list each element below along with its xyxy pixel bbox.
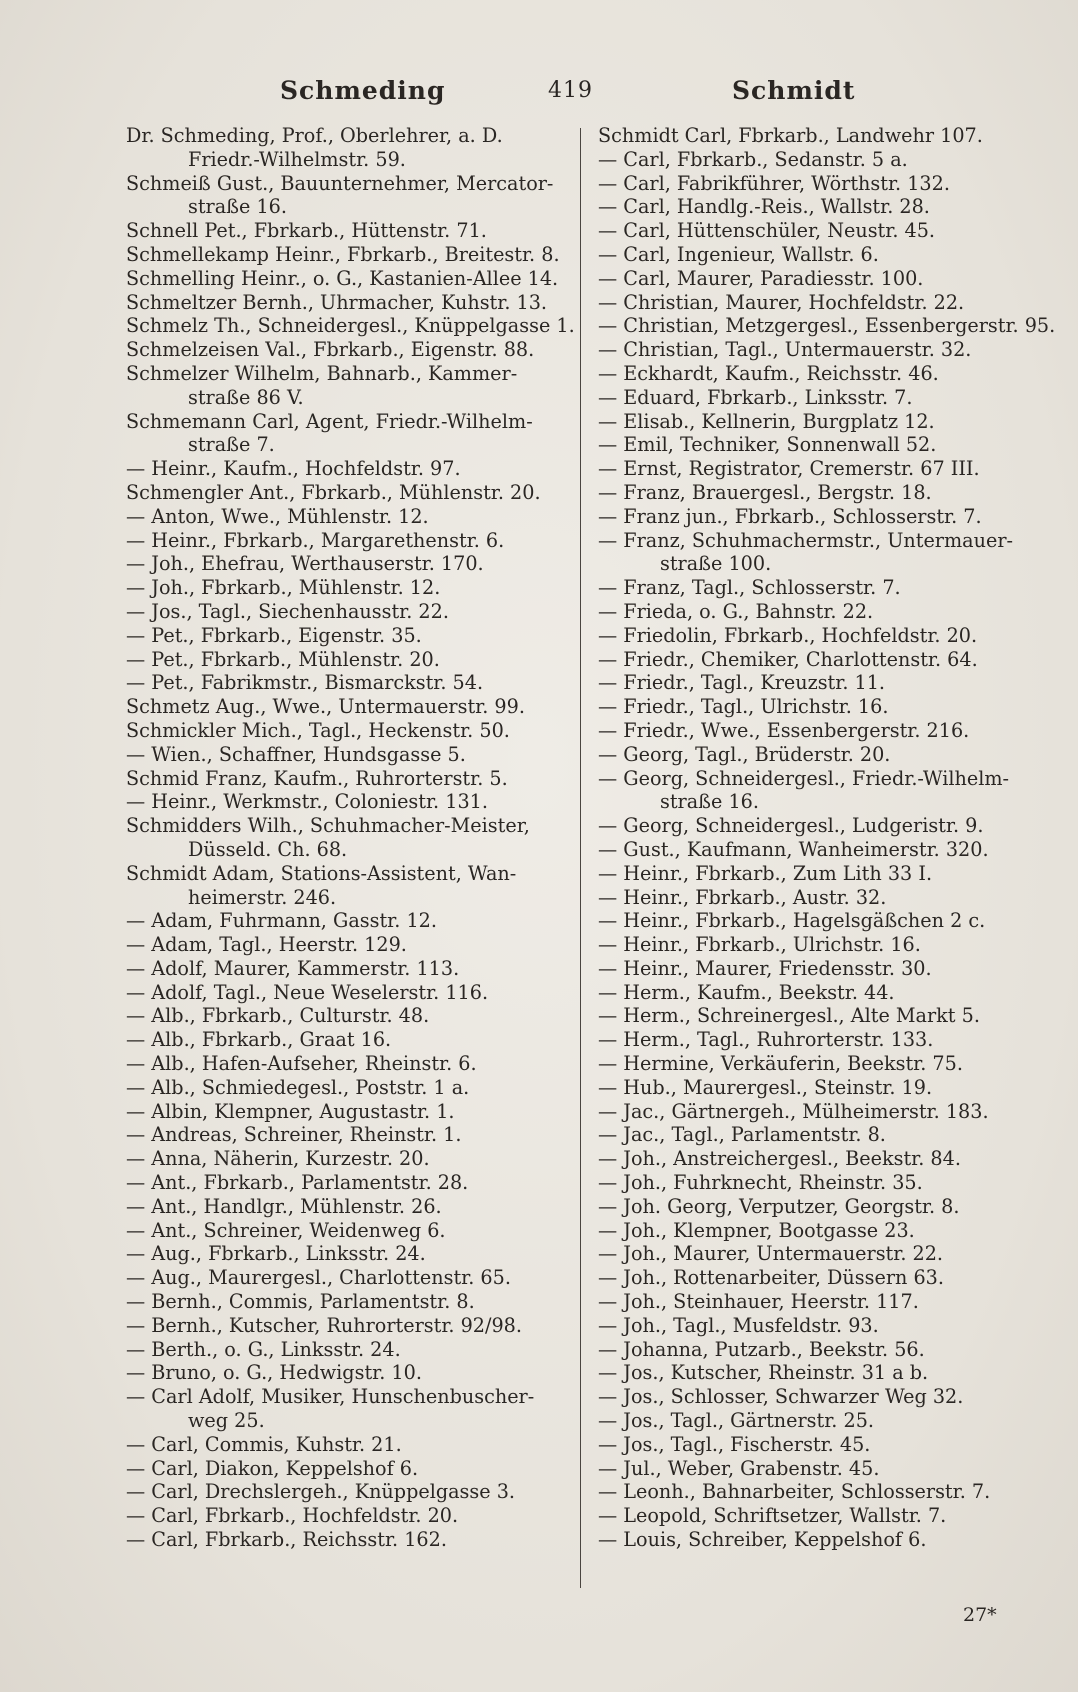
entry-sub: — Joh., Tagl., Musfeldstr. 93. bbox=[598, 1313, 879, 1337]
entry-surname: Schmelzer Wilhelm, Bahnarb., Kammer- bbox=[126, 361, 518, 385]
entry-continuation: heimerstr. 246. bbox=[188, 885, 337, 909]
entry-surname: Schmeiß Gust., Bauunternehmer, Mercator- bbox=[126, 171, 554, 195]
entry-sub: — Pet., Fbrkarb., Mühlenstr. 20. bbox=[126, 647, 440, 671]
entry-sub: — Alb., Fbrkarb., Culturstr. 48. bbox=[126, 1004, 430, 1028]
entry-sub: — Franz jun., Fbrkarb., Schlosserstr. 7. bbox=[598, 504, 982, 528]
entry-sub: — Carl Adolf, Musiker, Hunschenbuscher- bbox=[126, 1385, 535, 1409]
entry-sub: — Heinr., Maurer, Friedensstr. 30. bbox=[598, 956, 932, 980]
entry-sub: — Adam, Fuhrmann, Gasstr. 12. bbox=[126, 909, 437, 933]
entry-sub: — Joh., Steinhauer, Heerstr. 117. bbox=[598, 1290, 919, 1314]
entry-sub: — Ant., Schreiner, Weidenweg 6. bbox=[126, 1218, 446, 1242]
entry-sub: — Friedolin, Fbrkarb., Hochfeldstr. 20. bbox=[598, 623, 978, 647]
entry-sub: — Joh., Klempner, Bootgasse 23. bbox=[598, 1218, 915, 1242]
entry-sub: — Heinr., Fbrkarb., Austr. 32. bbox=[598, 885, 887, 909]
entry-sub: — Adolf, Maurer, Kammerstr. 113. bbox=[126, 956, 460, 980]
entry-sub: — Ernst, Registrator, Cremerstr. 67 III. bbox=[598, 457, 980, 481]
signature-mark: 27* bbox=[963, 1604, 997, 1626]
entry-sub: — Heinr., Werkmstr., Coloniestr. 131. bbox=[126, 790, 488, 814]
entry-continuation: Düsseld. Ch. 68. bbox=[188, 837, 348, 861]
entry-sub: — Anna, Näherin, Kurzestr. 20. bbox=[126, 1147, 430, 1171]
entry-surname: Dr. Schmeding, Prof., Oberlehrer, a. D. bbox=[126, 124, 503, 147]
entry-sub: — Pet., Fabrikmstr., Bismarckstr. 54. bbox=[126, 671, 484, 695]
entry-sub: — Joh., Ehefrau, Werthauserstr. 170. bbox=[126, 552, 484, 576]
entry-sub: — Ant., Handlgr., Mühlenstr. 26. bbox=[126, 1194, 442, 1218]
entry-sub: — Hermine, Verkäuferin, Beekstr. 75. bbox=[598, 1052, 963, 1076]
entry-sub: — Berth., o. G., Linksstr. 24. bbox=[126, 1337, 401, 1361]
entry-sub: — Georg, Schneidergesl., Friedr.-Wilhelm- bbox=[598, 766, 1010, 790]
entry-sub: — Albin, Klempner, Augustastr. 1. bbox=[126, 1099, 455, 1123]
entry-surname: Schmid Franz, Kaufm., Ruhrorterstr. 5. bbox=[126, 766, 508, 790]
entry-surname: Schmickler Mich., Tagl., Heckenstr. 50. bbox=[126, 718, 510, 742]
entry-surname: Schmemann Carl, Agent, Friedr.-Wilhelm- bbox=[126, 409, 533, 433]
entry-sub: — Jac., Gärtnergeh., Mülheimerstr. 183. bbox=[598, 1099, 989, 1123]
entry-sub: — Carl, Diakon, Keppelshof 6. bbox=[126, 1456, 419, 1480]
entry-sub: — Gust., Kaufmann, Wanheimerstr. 320. bbox=[598, 837, 989, 861]
entry-sub: — Jos., Tagl., Siechenhausstr. 22. bbox=[126, 599, 449, 623]
entry-surname: Schmeltzer Bernh., Uhrmacher, Kuhstr. 13. bbox=[126, 290, 548, 314]
entry-sub: — Herm., Tagl., Ruhrorterstr. 133. bbox=[598, 1028, 934, 1052]
header-right-catchword: Schmidt bbox=[732, 76, 856, 105]
entry-sub: — Carl, Handlg.-Reis., Wallstr. 28. bbox=[598, 195, 930, 219]
entry-sub: — Alb., Hafen-Aufseher, Rheinstr. 6. bbox=[126, 1052, 477, 1076]
entry-sub: — Franz, Tagl., Schlosserstr. 7. bbox=[598, 576, 901, 600]
entry-sub: — Carl, Maurer, Paradiesstr. 100. bbox=[598, 266, 924, 290]
entry-sub: — Georg, Schneidergesl., Ludgeristr. 9. bbox=[598, 814, 984, 838]
entry-sub: — Leopold, Schriftsetzer, Wallstr. 7. bbox=[598, 1504, 947, 1528]
entry-sub: — Jos., Tagl., Fischerstr. 45. bbox=[598, 1432, 871, 1456]
entry-surname: Schmelling Heinr., o. G., Kastanien-Allee 14. bbox=[126, 266, 559, 290]
entry-sub: — Heinr., Kaufm., Hochfeldstr. 97. bbox=[126, 457, 461, 481]
entry-sub: — Franz, Brauergesl., Bergstr. 18. bbox=[598, 480, 932, 504]
entry-sub: — Adam, Tagl., Heerstr. 129. bbox=[126, 933, 407, 957]
entry-surname: Schmelzeisen Val., Fbrkarb., Eigenstr. 88. bbox=[126, 338, 535, 362]
entry-sub: — Friedr., Wwe., Essenbergerstr. 216. bbox=[598, 718, 970, 742]
entry-continuation: straße 16. bbox=[188, 195, 287, 219]
entry-sub: — Joh., Anstreichergesl., Beekstr. 84. bbox=[598, 1147, 961, 1171]
entry-sub: — Frieda, o. G., Bahnstr. 22. bbox=[598, 599, 874, 623]
entry-sub: — Adolf, Tagl., Neue Weselerstr. 116. bbox=[126, 980, 489, 1004]
entry-sub: — Carl, Drechslergeh., Knüppelgasse 3. bbox=[126, 1480, 516, 1504]
entry-sub: — Elisab., Kellnerin, Burgplatz 12. bbox=[598, 409, 935, 433]
entry-sub: — Joh. Georg, Verputzer, Georgstr. 8. bbox=[598, 1194, 960, 1218]
entry-sub: — Heinr., Fbrkarb., Hagelsgäßchen 2 c. bbox=[598, 909, 986, 933]
entry-sub: — Heinr., Fbrkarb., Ulrichstr. 16. bbox=[598, 933, 921, 957]
left-column bbox=[126, 124, 576, 1552]
entry-sub: — Heinr., Fbrkarb., Margarethenstr. 6. bbox=[126, 528, 505, 552]
entry-sub: — Christian, Tagl., Untermauerstr. 32. bbox=[598, 338, 972, 362]
entry-sub: — Carl, Fbrkarb., Reichsstr. 162. bbox=[126, 1528, 447, 1552]
entry-sub: — Hub., Maurergesl., Steinstr. 19. bbox=[598, 1075, 933, 1099]
entry-sub: — Eckhardt, Kaufm., Reichsstr. 46. bbox=[598, 361, 939, 385]
page-number: 419 bbox=[548, 78, 593, 103]
entry-surname: Schmidt Carl, Fbrkarb., Landwehr 107. bbox=[598, 124, 983, 147]
entry-sub: — Heinr., Fbrkarb., Zum Lith 33 I. bbox=[598, 861, 933, 885]
entry-sub: — Christian, Metzgergesl., Essenbergerstr. 95. bbox=[598, 314, 1056, 338]
entry-sub: — Andreas, Schreiner, Rheinstr. 1. bbox=[126, 1123, 462, 1147]
entry-sub: — Friedr., Tagl., Ulrichstr. 16. bbox=[598, 695, 889, 719]
right-column bbox=[598, 124, 1056, 1552]
entry-sub: — Georg, Tagl., Brüderstr. 20. bbox=[598, 742, 891, 766]
entry-sub: — Joh., Fuhrknecht, Rheinstr. 35. bbox=[598, 1171, 923, 1195]
entry-sub: — Wien., Schaffner, Hundsgasse 5. bbox=[126, 742, 466, 766]
entry-surname: Schmidt Adam, Stations-Assistent, Wan- bbox=[126, 861, 517, 885]
entry-sub: — Jos., Tagl., Gärtnerstr. 25. bbox=[598, 1409, 875, 1433]
entry-sub: — Jos., Kutscher, Rheinstr. 31 a b. bbox=[598, 1361, 929, 1385]
entry-continuation: straße 7. bbox=[188, 433, 275, 457]
entry-sub: — Christian, Maurer, Hochfeldstr. 22. bbox=[598, 290, 965, 314]
entry-sub: — Joh., Fbrkarb., Mühlenstr. 12. bbox=[126, 576, 441, 600]
entry-sub: — Herm., Kaufm., Beekstr. 44. bbox=[598, 980, 895, 1004]
entry-sub: — Carl, Fbrkarb., Sedanstr. 5 a. bbox=[598, 147, 908, 171]
entry-surname: Schmengler Ant., Fbrkarb., Mühlenstr. 20. bbox=[126, 480, 541, 504]
column-divider bbox=[580, 128, 581, 1588]
entry-surname: Schmellekamp Heinr., Fbrkarb., Breitestr. 8. bbox=[126, 242, 560, 266]
entry-surname: Schnell Pet., Fbrkarb., Hüttenstr. 71. bbox=[126, 219, 487, 243]
entry-continuation: straße 16. bbox=[660, 790, 759, 814]
entry-sub: — Jac., Tagl., Parlamentstr. 8. bbox=[598, 1123, 886, 1147]
entry-sub: — Louis, Schreiber, Keppelshof 6. bbox=[598, 1528, 927, 1552]
entry-continuation: straße 100. bbox=[660, 552, 772, 576]
entry-sub: — Jos., Schlosser, Schwarzer Weg 32. bbox=[598, 1385, 964, 1409]
entry-sub: — Jul., Weber, Grabenstr. 45. bbox=[598, 1456, 880, 1480]
entry-sub: — Johanna, Putzarb., Beekstr. 56. bbox=[598, 1337, 925, 1361]
entry-sub: — Alb., Fbrkarb., Graat 16. bbox=[126, 1028, 392, 1052]
entry-sub: — Pet., Fbrkarb., Eigenstr. 35. bbox=[126, 623, 422, 647]
entry-sub: — Bernh., Commis, Parlamentstr. 8. bbox=[126, 1290, 475, 1314]
entry-sub: — Bernh., Kutscher, Ruhrorterstr. 92/98. bbox=[126, 1313, 522, 1337]
entry-sub: — Friedr., Tagl., Kreuzstr. 11. bbox=[598, 671, 886, 695]
entry-sub: — Eduard, Fbrkarb., Linksstr. 7. bbox=[598, 385, 913, 409]
entry-sub: — Carl, Fbrkarb., Hochfeldstr. 20. bbox=[126, 1504, 459, 1528]
entry-sub: — Anton, Wwe., Mühlenstr. 12. bbox=[126, 504, 429, 528]
entry-sub: — Leonh., Bahnarbeiter, Schlosserstr. 7. bbox=[598, 1480, 991, 1504]
entry-sub: — Franz, Schuhmachermstr., Untermauer- bbox=[598, 528, 1013, 552]
entry-surname: Schmetz Aug., Wwe., Untermauerstr. 99. bbox=[126, 695, 525, 719]
entry-continuation: straße 86 V. bbox=[188, 385, 304, 409]
entry-sub: — Carl, Ingenieur, Wallstr. 6. bbox=[598, 242, 879, 266]
entry-sub: — Carl, Hüttenschüler, Neustr. 45. bbox=[598, 219, 936, 243]
entry-sub: — Alb., Schmiedegesl., Poststr. 1 a. bbox=[126, 1075, 470, 1099]
entry-continuation: Friedr.-Wilhelmstr. 59. bbox=[188, 147, 406, 171]
entry-sub: — Bruno, o. G., Hedwigstr. 10. bbox=[126, 1361, 422, 1385]
entry-sub: — Ant., Fbrkarb., Parlamentstr. 28. bbox=[126, 1171, 469, 1195]
entry-sub: — Joh., Rottenarbeiter, Düssern 63. bbox=[598, 1266, 944, 1290]
entry-sub: — Emil, Techniker, Sonnenwall 52. bbox=[598, 433, 937, 457]
page-header bbox=[0, 72, 1078, 112]
entry-surname: Schmelz Th., Schneidergesl., Knüppelgasse 1. bbox=[126, 314, 575, 338]
entry-sub: — Joh., Maurer, Untermauerstr. 22. bbox=[598, 1242, 944, 1266]
header-left-catchword: Schmeding bbox=[280, 76, 446, 105]
entry-sub: — Herm., Schreinergesl., Alte Markt 5. bbox=[598, 1004, 980, 1028]
entry-sub: — Friedr., Chemiker, Charlottenstr. 64. bbox=[598, 647, 978, 671]
entry-surname: Schmidders Wilh., Schuhmacher-Meister, bbox=[126, 814, 530, 838]
entry-continuation: weg 25. bbox=[188, 1409, 265, 1433]
entry-sub: — Aug., Fbrkarb., Linksstr. 24. bbox=[126, 1242, 426, 1266]
entry-sub: — Carl, Fabrikführer, Wörthstr. 132. bbox=[598, 171, 950, 195]
entry-sub: — Carl, Commis, Kuhstr. 21. bbox=[126, 1432, 402, 1456]
entry-sub: — Aug., Maurergesl., Charlottenstr. 65. bbox=[126, 1266, 511, 1290]
